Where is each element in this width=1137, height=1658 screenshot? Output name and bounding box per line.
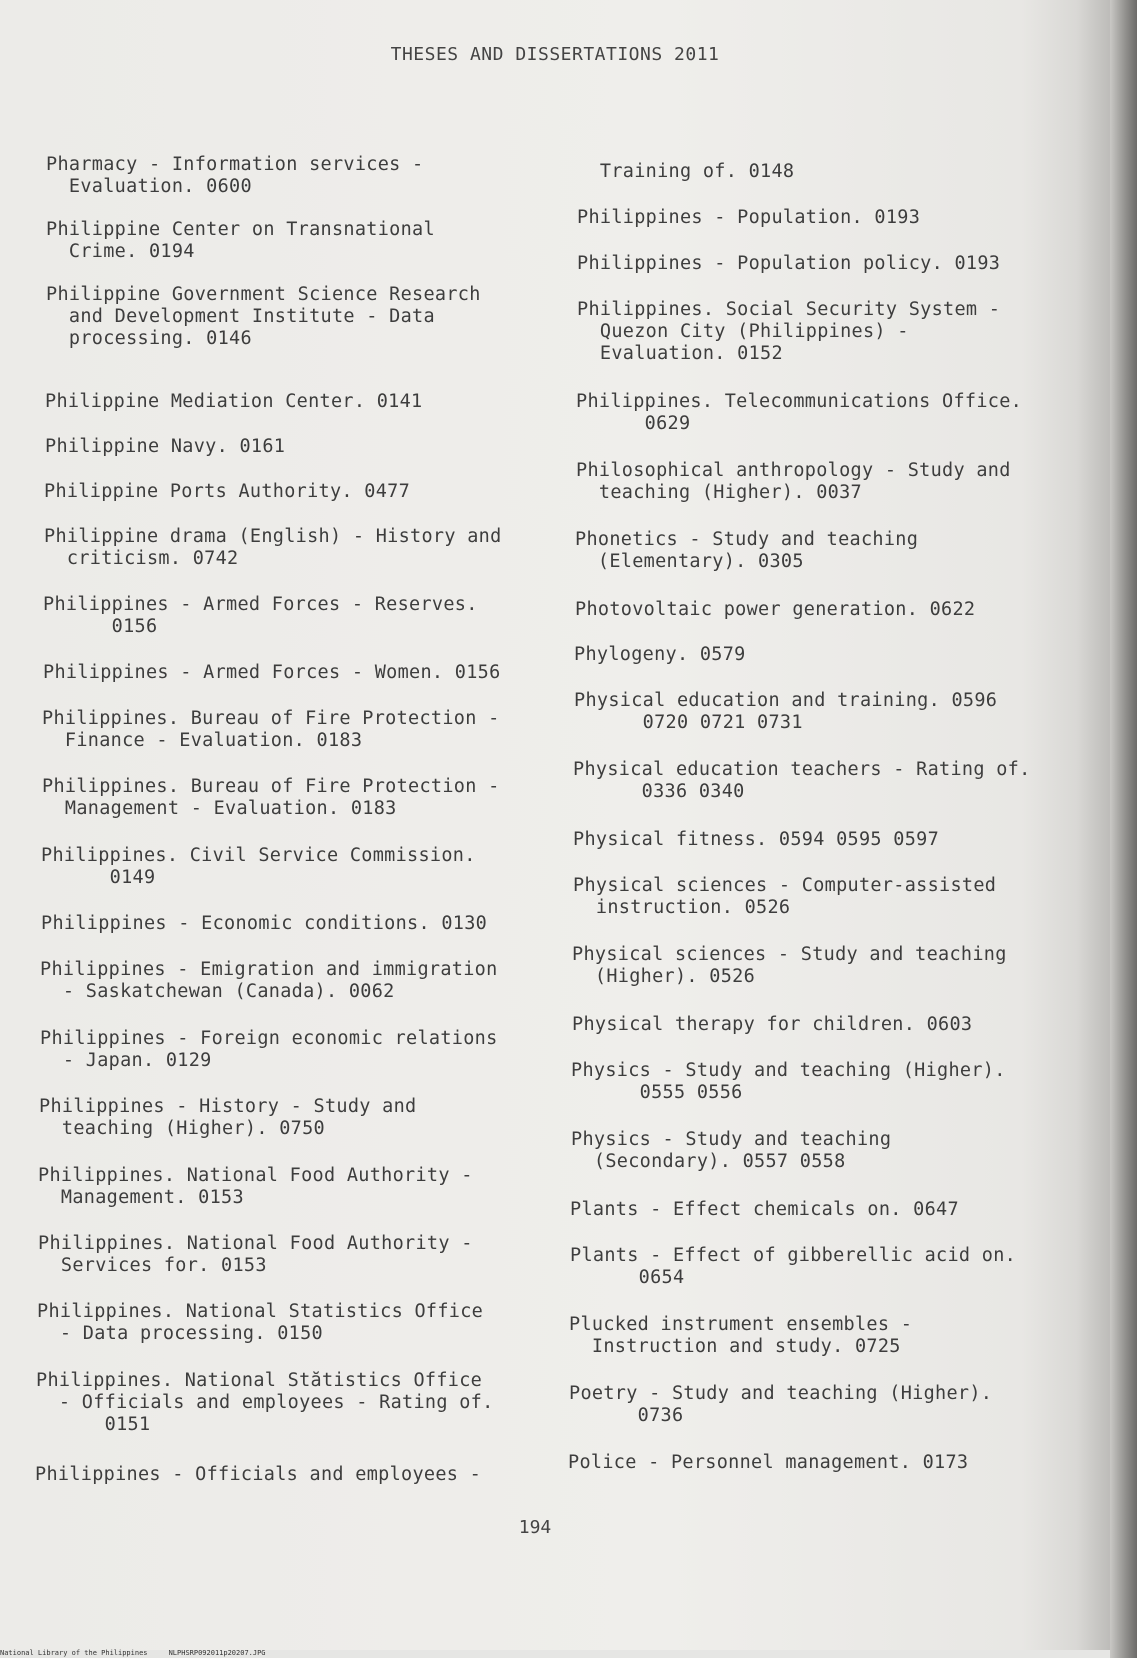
index-entry — [39, 1096, 416, 1140]
index-entry — [577, 299, 1000, 365]
entry-line: Philippines. National Stătistics Office — [36, 1370, 483, 1391]
entry-line: Physical sciences - Computer-assisted — [573, 875, 997, 896]
entry-line: Philippines - History - Study and — [39, 1096, 417, 1117]
entry-line: 0555 0556 — [571, 1082, 743, 1103]
entry-line: Plants - Effect of gibberellic acid on. — [570, 1245, 1017, 1266]
entry-line: Philippines. Bureau of Fire Protection - — [42, 708, 500, 729]
index-entry — [46, 284, 481, 350]
entry-line: Philippines - Emigration and immigration — [40, 959, 498, 980]
index-entry — [44, 526, 502, 570]
page-header: THESES AND DISSERTATIONS 2011 — [390, 44, 720, 65]
index-entry — [38, 1165, 473, 1209]
entry-line: Phonetics - Study and teaching — [575, 529, 919, 550]
page-number: 194 — [518, 1517, 552, 1538]
index-entry — [571, 1060, 1006, 1104]
entry-line: - Japan. 0129 — [40, 1050, 212, 1071]
scan-footer — [0, 1649, 266, 1657]
entry-line: Philippines. Telecommunications Office. — [576, 391, 1023, 412]
index-entry — [576, 460, 1011, 504]
entry-line: - Data processing. 0150 — [37, 1323, 323, 1344]
entry-line: Physical sciences - Study and teaching — [572, 944, 1007, 965]
entry-line: 0151 — [36, 1414, 151, 1435]
entry-line: Philippines - Armed Forces - Women. 0156 — [43, 662, 501, 683]
index-entry — [41, 913, 487, 935]
entry-line: 0720 0721 0731 — [574, 712, 803, 733]
index-entry — [46, 219, 435, 263]
entry-line: (Elementary). 0305 — [575, 551, 804, 572]
index-entry — [569, 1383, 992, 1427]
footer-filename: NLPHSRP092011p20207.JPG — [168, 1649, 266, 1657]
index-entry — [572, 1014, 972, 1036]
entry-line: Philippines. National Food Authority - — [38, 1233, 473, 1254]
entry-line: 0149 — [41, 867, 156, 888]
entry-line: Photovoltaic power generation. 0622 — [575, 599, 976, 620]
entry-line: Philippines. Civil Service Commission. — [41, 845, 476, 866]
entry-line: Poetry - Study and teaching (Higher). — [569, 1383, 993, 1404]
entry-line: Evaluation. 0600 — [46, 176, 252, 197]
index-entry — [574, 644, 746, 666]
entry-line: processing. 0146 — [46, 328, 252, 349]
index-entry — [577, 253, 1000, 275]
index-entry — [35, 1464, 481, 1486]
entry-line: Finance - Evaluation. 0183 — [42, 730, 363, 751]
entry-line: Philippines. Bureau of Fire Protection - — [42, 776, 500, 797]
entry-line: Plants - Effect chemicals on. 0647 — [570, 1199, 959, 1220]
entry-line: Philippines. National Food Authority - — [38, 1165, 473, 1186]
index-entry — [40, 1028, 498, 1072]
entry-line: instruction. 0526 — [573, 897, 791, 918]
entry-line: - Officials and employees - Rating of. — [36, 1392, 494, 1413]
entry-line: Police - Personnel management. 0173 — [568, 1452, 969, 1473]
index-entry — [40, 959, 498, 1003]
entry-line: Philosophical anthropology - Study and — [576, 460, 1011, 481]
entry-line: Instruction and study. 0725 — [569, 1336, 901, 1357]
entry-line: Physics - Study and teaching — [571, 1129, 892, 1150]
entry-line: Philippines. National Statistics Office — [37, 1301, 484, 1322]
entry-line: Plucked instrument ensembles - — [569, 1314, 913, 1335]
index-entry — [575, 599, 975, 621]
index-entry — [36, 1370, 494, 1436]
entry-line: Philippine Mediation Center. 0141 — [45, 391, 423, 412]
entry-line: Phylogeny. 0579 — [574, 644, 746, 665]
entry-line: 0336 0340 — [573, 781, 745, 802]
index-entry — [577, 161, 794, 183]
index-entry — [46, 154, 423, 198]
entry-line: 0156 — [43, 616, 158, 637]
index-entry — [573, 875, 996, 919]
entry-line: Physical education and training. 0596 — [574, 690, 998, 711]
entry-line: Philippines - Foreign economic relations — [40, 1028, 498, 1049]
entry-line: teaching (Higher). 0750 — [39, 1118, 325, 1139]
entry-line: Philippines. Social Security System - — [577, 299, 1001, 320]
entry-line: Management. 0153 — [38, 1187, 244, 1208]
index-entry — [574, 690, 997, 734]
entry-line: Management - Evaluation. 0183 — [42, 798, 397, 819]
index-entry — [42, 708, 500, 752]
index-entry — [45, 436, 285, 458]
entry-line: Philippine Navy. 0161 — [45, 436, 286, 457]
index-entry — [43, 662, 501, 684]
entry-line: 0654 — [570, 1267, 685, 1288]
entry-line: Philippines - Population. 0193 — [577, 207, 921, 228]
entry-line: and Development Institute - Data — [46, 306, 435, 327]
entry-line: Philippine drama (English) - History and — [44, 526, 502, 547]
index-entry — [38, 1233, 473, 1277]
entry-line: - Saskatchewan (Canada). 0062 — [40, 981, 395, 1002]
index-entry — [45, 391, 422, 413]
entry-line: Philippine Government Science Research — [46, 284, 481, 305]
index-entry — [577, 207, 920, 229]
entry-line: Philippines - Population policy. 0193 — [577, 253, 1001, 274]
entry-line: Pharmacy - Information services - — [46, 154, 424, 175]
entry-line: Physical education teachers - Rating of. — [573, 759, 1031, 780]
entry-line: Physics - Study and teaching (Higher). — [571, 1060, 1006, 1081]
entry-line: Training of. 0148 — [577, 161, 795, 182]
entry-line: Physical fitness. 0594 0595 0597 — [573, 829, 940, 850]
entry-line: criticism. 0742 — [44, 548, 239, 569]
entry-line: Physical therapy for children. 0603 — [572, 1014, 973, 1035]
index-entry — [571, 1129, 891, 1173]
entry-line: 0736 — [569, 1405, 684, 1426]
index-entry — [43, 594, 478, 638]
index-entry — [570, 1199, 959, 1221]
index-entry — [575, 529, 918, 573]
index-entry — [42, 776, 500, 820]
entry-line: Philippine Ports Authority. 0477 — [44, 481, 411, 502]
index-entry — [572, 944, 1007, 988]
index-entry — [573, 759, 1031, 803]
footer-library: National Library of the Philippines — [0, 1649, 148, 1657]
entry-line: (Higher). 0526 — [572, 966, 756, 987]
index-entry — [41, 845, 476, 889]
entry-line: Services for. 0153 — [38, 1255, 267, 1276]
entry-line: Philippines - Economic conditions. 0130 — [41, 913, 488, 934]
page-binding-edge — [1110, 0, 1137, 1658]
index-entry — [569, 1314, 912, 1358]
entry-line: Philippine Center on Transnational — [46, 219, 435, 240]
entry-line: (Secondary). 0557 0558 — [571, 1151, 846, 1172]
index-entry — [576, 391, 1022, 435]
entry-line: Philippines - Officials and employees - — [35, 1464, 482, 1485]
entry-line: 0629 — [576, 413, 691, 434]
index-entry — [573, 829, 939, 851]
index-entry — [37, 1301, 483, 1345]
entry-line: teaching (Higher). 0037 — [576, 482, 862, 503]
entry-line: Quezon City (Philippines) - — [577, 321, 909, 342]
index-entry — [570, 1245, 1016, 1289]
entry-line: Philippines - Armed Forces - Reserves. — [43, 594, 478, 615]
index-entry — [44, 481, 410, 503]
entry-line: Evaluation. 0152 — [577, 343, 783, 364]
entry-line: Crime. 0194 — [46, 241, 195, 262]
index-entry — [568, 1452, 968, 1474]
